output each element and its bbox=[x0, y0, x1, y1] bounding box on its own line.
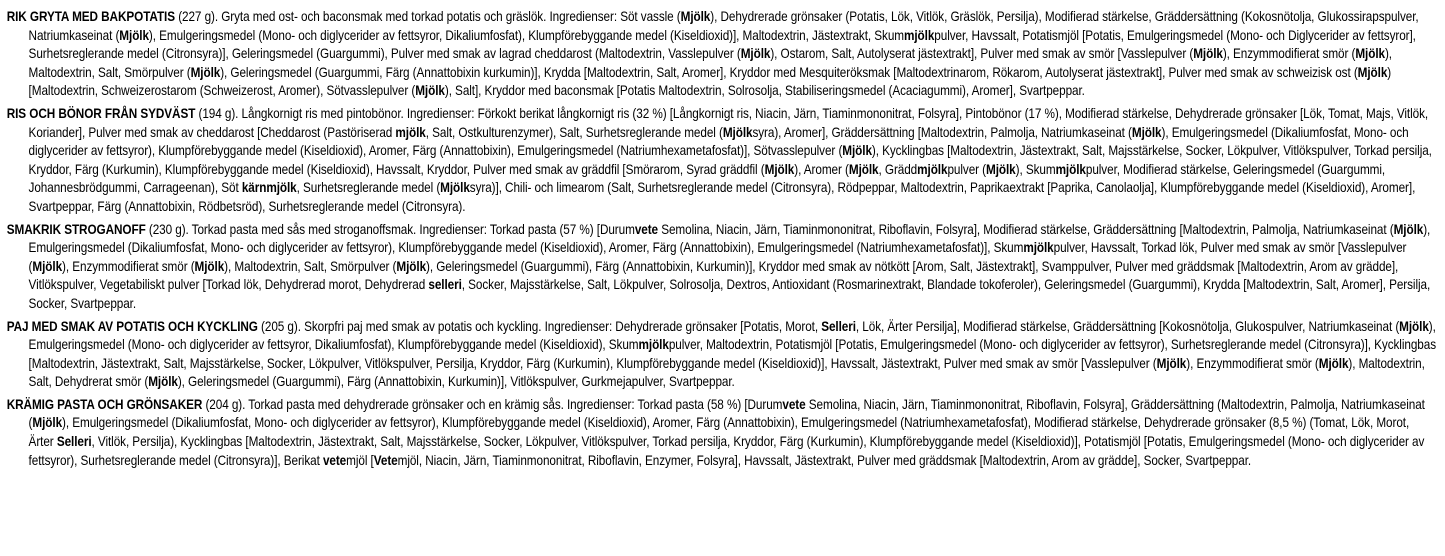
ingredient-text: ), Maltodextrin, Salt, Smörpulver ( bbox=[28, 45, 1392, 80]
ingredient-text: (227 g). Gryta med ost- och baconsmak med torkad potatis och gräslök. Ingredienser: Söt vassle ( bbox=[175, 8, 681, 24]
bold-allergen-text: Mjölk bbox=[1393, 220, 1424, 237]
ingredient-text: , Vitlök, Persilja), Kycklingbas [Maltodextrin, Jästextrakt, Salt, Majsstärkelse, Socker, Lökpulver, Vitlökspulver, Torkad persilja, Kryddor, Färg (Kurkumin), Klumpförebyggande medel (Kiseldioxid)], Potatismjöl [Potatis, Emulgeringsmedel (Mono- och diglycerider av fettsyror), Surhetsreglerande medel (Citronsyra)], Berikat bbox=[28, 433, 1425, 468]
bold-allergen-text: mjölk bbox=[903, 26, 935, 43]
ingredient-text: ), Ostarom, Salt, Autolyserat jästextrakt], Pulver med smak av smör [Vasslepulver ( bbox=[770, 45, 1194, 62]
bold-allergen-text: Mjölk bbox=[740, 45, 771, 62]
bold-allergen-text: Mjölk bbox=[396, 257, 427, 274]
bold-allergen-text: Mjölk bbox=[32, 414, 63, 431]
ingredient-text: Semolina, Niacin, Järn, Tiaminmononitrat, Riboflavin, Folsyra], Modifierad stärkelse, Gräddersättning [Maltodextrin, Palmolja, Natriumkaseinat ( bbox=[658, 220, 1394, 237]
ingredient-text: mjöl [ bbox=[346, 451, 374, 468]
bold-allergen-text: RIS OCH BÖNOR FRÅN SYDVÄST bbox=[6, 104, 196, 121]
bold-allergen-text: Mjölk bbox=[680, 8, 711, 24]
bold-allergen-text: kärnmjölk bbox=[241, 179, 297, 196]
ingredient-paragraph-rik-gryta-med-bakpotatis bbox=[7, 7, 1437, 100]
ingredient-text: (205 g). Skorpfri paj med smak av potatis och kyckling. Ingredienser: Dehydrerade grönsaker [Potatis, Morot, bbox=[257, 317, 822, 334]
ingredient-text: , Grädd bbox=[878, 160, 918, 177]
ingredient-text: ), Emulgeringsmedel (Dikaliumfosfat, Mono- och diglycerider av fettsyror), Klumpförebyggande medel (Kiseldioxid), Aromer, Färg (Annattobixin), Emulgeringsmedel (Natriumhexametafosfat)], Skum bbox=[28, 220, 1431, 256]
bold-allergen-text: KRÄMIG PASTA OCH GRÖNSAKER bbox=[6, 395, 203, 412]
bold-allergen-text: mjölk bbox=[395, 123, 426, 140]
bold-allergen-text: Mjölk bbox=[119, 26, 149, 43]
ingredient-text: pulver ( bbox=[947, 160, 987, 177]
ingredient-text: ), Emulgeringsmedel (Dikaliumfosfat, Mono- och diglycerider av fettsyror), Klumpförebyggande medel (Kiseldioxid), Aromer, Färg (Annattobixin), Emulgeringsmedel (Natriumhexametafosfat)], Sötvasslepulver ( bbox=[28, 123, 1409, 159]
ingredient-text: ), Enzymmodifierat smör ( bbox=[1222, 45, 1356, 62]
bold-allergen-text: mjölk bbox=[1055, 160, 1086, 177]
ingredient-text: (194 g). Långkornigt ris med pintobönor. Ingredienser: Förkokt berikat långkornigt ris (32 %) [Långkornigt ris, Niacin, Järn, Tiaminmononitrat, Folsyra], Pintobönor (17 %), Modifierad stärkelse, Dehydrerade grönsaker [Lök, Tomat, Majs, Vitlök, Koriander], Pulver med smak av cheddarost [Cheddarost (Pastöriserad bbox=[28, 104, 1429, 140]
bold-allergen-text: vete bbox=[634, 220, 659, 237]
ingredient-text: ), Geleringsmedel (Guargummi), Färg (Annattobixin, Kurkumin)], Kryddor med smak av nötkött [Arom, Salt, Jästextrakt], Svamppulver, Pulver med gräddsmak [Maltodextrin, Arom av grädde], Vitlökspulver, Vegetabiliskt pulver [Torkad lök, Dehydrerad morot, Dehydrerad bbox=[28, 257, 1399, 293]
ingredient-text: , Lök, Ärter Persilja], Modifierad stärkelse, Gräddersättning [Kokosnötolja, Glukospulver, Natriumkaseinat ( bbox=[855, 317, 1400, 334]
ingredient-text: ), Enzymmodifierat smör ( bbox=[62, 257, 195, 274]
bold-allergen-text: vete bbox=[782, 395, 806, 412]
ingredient-text: ) [Maltodextrin, Schweizerostarom (Schweizerost, Aromer), Sötvasslepulver ( bbox=[28, 63, 1392, 99]
bold-allergen-text: Mjölk bbox=[842, 142, 872, 159]
ingredient-text: (204 g). Torkad pasta med dehydrerade grönsaker och en krämig sås. Ingredienser: Torkad pasta (58 %) [Durum bbox=[202, 395, 783, 412]
ingredient-paragraph-paj-med-smak-av-potatis-och-kyckling bbox=[7, 317, 1437, 391]
ingredient-text: pulver, Havssalt, Potatismjöl [Potatis, Emulgeringsmedel (Mono- och Diglycerider av fettsyror], Surhetsreglerande medel (Citronsyra)], Geleringsmedel (Guargummi), Pulver med smak av lagrad cheddarost (Maltodextrin, Vasslepulver ( bbox=[28, 26, 1416, 62]
ingredient-text: , Surhetsreglerande medel ( bbox=[296, 179, 441, 196]
bold-allergen-text: Mjölk bbox=[194, 257, 225, 274]
bold-allergen-text: Mjölk bbox=[986, 160, 1016, 177]
ingredient-text: , Salt, Ostkulturenzymer), Salt, Surhetsreglerande medel ( bbox=[425, 123, 723, 140]
ingredient-text: pulver, Maltodextrin, Potatismjöl [Potatis, Emulgeringsmedel (Mono- och diglycerider av fettsyror), Surhetsreglerande medel (Citronsyra)], Kycklingbas [Maltodextrin, Jästextrakt, Salt, Majsstärkelse, Socker, Lökpulver, Vitlökspulver, Persilja, Kryddor, Färg (Kurkumin), Klumpförebyggande medel (Kiseldioxid)], Havssalt, Jästextrakt, Pulver med smak av smör [Vasslepulver ( bbox=[28, 336, 1436, 371]
bold-allergen-text: Mjölk bbox=[1193, 45, 1223, 62]
bold-allergen-text: Vete bbox=[373, 451, 398, 468]
ingredient-paragraph-kramig-pasta-och-gronsaker bbox=[7, 395, 1437, 469]
bold-allergen-text: Mjölk bbox=[415, 82, 445, 99]
bold-allergen-text: Mjölk bbox=[848, 160, 879, 177]
bold-allergen-text: Mjölk bbox=[1399, 317, 1429, 334]
bold-allergen-text: Mjölk bbox=[722, 123, 753, 140]
bold-allergen-text: PAJ MED SMAK AV POTATIS OCH KYCKLING bbox=[6, 317, 258, 334]
bold-allergen-text: Mjölk bbox=[148, 373, 178, 390]
ingredient-text: ), Maltodextrin, Salt, Smörpulver ( bbox=[224, 257, 397, 274]
ingredient-text: mjöl, Niacin, Järn, Tiaminmononitrat, Riboflavin, Enzymer, Folsyra], Havssalt, Jästextrakt, Pulver med gräddsmak [Maltodextrin, Arom av grädde], Socker, Svartpeppar. bbox=[397, 451, 1252, 468]
bold-allergen-text: selleri bbox=[428, 276, 462, 293]
ingredient-text: syra), Aromer], Gräddersättning [Maltodextrin, Palmolja, Natriumkaseinat ( bbox=[752, 123, 1132, 140]
bold-allergen-text: SMAKRIK STROGANOFF bbox=[6, 220, 146, 237]
ingredient-text: pulver, Havssalt, Torkad lök, Pulver med smak av smör [Vasslepulver ( bbox=[28, 239, 1407, 274]
ingredient-text: pulver, Modifierad stärkelse, Geleringsmedel (Guargummi, Johannesbrödgummi, Carrageenan), Söt bbox=[28, 160, 1386, 196]
bold-allergen-text: Mjölk bbox=[32, 257, 63, 274]
bold-allergen-text: mjölk bbox=[917, 160, 948, 177]
ingredient-text: Semolina, Niacin, Järn, Tiaminmononitrat, Riboflavin, Folsyra], Gräddersättning (Maltodextrin, Palmolja, Natriumkaseinat ( bbox=[28, 395, 1425, 431]
bold-allergen-text: Mjölk bbox=[764, 160, 795, 177]
ingredient-text: ), Emulgeringsmedel (Mono- och diglycerider av fettsyror, Dikaliumfosfat), Klumpförebyggande medel (Kiseldioxid)], Maltodextrin, Jästextrakt, Skum bbox=[148, 26, 904, 43]
ingredient-paragraph-ris-och-bonor-fran-sydvast bbox=[7, 104, 1437, 216]
ingredient-text: ), Geleringsmedel (Guargummi), Färg (Annattobixin, Kurkumin)], Vitlökspulver, Gurkmejapulver, Svartpeppar. bbox=[177, 373, 735, 390]
ingredient-text: syra)], Chili- och limearom (Salt, Surhetsreglerande medel (Citronsyra), Rödpeppar, Maltodextrin, Paprikaextrakt [Paprika, Canolaolja], Klumpförebyggande medel (Kiseldioxid), Aromer], Svartpeppar, Färg (Annattobixin, Rödbetsröd), Surhetsreglerande medel (Citronsyra). bbox=[28, 179, 1416, 214]
ingredient-text: ), Kycklingbas [Maltodextrin, Jästextrakt, Salt, Majsstärkelse, Socker, Lökpulver, Vitlökspulver, Torkad persilja, Kryddor, Färg (Kurkumin), Klumpförebyggande medel (Kiseldioxid), Havssalt, Kryddor, Pulver med smak av gräddfil [Smörarom, Syrad gräddfil ( bbox=[28, 142, 1432, 177]
ingredient-text: ), Skum bbox=[1015, 160, 1056, 177]
ingredient-text: ), Salt], Kryddor med baconsmak [Potatis Maltodextrin, Solrosolja, Stabiliseringsmedel (Acaciagummi), Aromer], Svartpeppar. bbox=[444, 82, 1085, 99]
bold-allergen-text: Mjölk bbox=[1355, 45, 1385, 62]
ingredient-paragraph-smakrik-stroganoff bbox=[7, 220, 1437, 313]
bold-allergen-text: mjölk bbox=[638, 336, 669, 353]
ingredient-text: ), Dehydrerade grönsaker (Potatis, Lök, Vitlök, Gräslök, Persilja), Modifierad stärkelse, Gräddersättning (Kokosnötolja, Glukossirapspulver, Natriumkaseinat ( bbox=[28, 8, 1419, 43]
bold-allergen-text: Mjölk bbox=[1318, 354, 1349, 371]
ingredient-text: ), Emulgeringsmedel (Mono- och diglycerider av fettsyror, Dikaliumfosfat), Klumpförebyggande medel (Kiseldioxid), Skum bbox=[28, 317, 1436, 353]
ingredient-text: ), Maltodextrin, Salt, Dehydrerat smör ( bbox=[28, 354, 1425, 390]
ingredient-text: ), Enzymmodifierat smör ( bbox=[1186, 354, 1319, 371]
bold-allergen-text: Selleri bbox=[821, 317, 856, 334]
bold-allergen-text: vete bbox=[322, 451, 347, 468]
ingredient-text: ), Aromer ( bbox=[794, 160, 849, 177]
bold-allergen-text: Selleri bbox=[56, 433, 92, 450]
bold-allergen-text: Mjölk bbox=[190, 63, 221, 80]
bold-allergen-text: mjölk bbox=[1023, 239, 1054, 256]
bold-allergen-text: Mjölk bbox=[1357, 63, 1388, 80]
bold-allergen-text: Mjölk bbox=[440, 179, 470, 196]
ingredient-text: ), Emulgeringsmedel (Dikaliumfosfat, Mono- och diglycerider av fettsyror), Klumpförebyggande medel (Kiseldioxid), Aromer, Färg (Annattobixin), Emulgeringsmedel (Natriumhexametafosfat), Modifierad stärkelse, Dehydrerade grönsaker (8,5 %) (Tomat, Lök, Morot, Ärter bbox=[28, 414, 1410, 450]
ingredient-text: , Socker, Majsstärkelse, Salt, Lökpulver, Solrosolja, Dextros, Antioxidant (Rosmarinextrakt, Blandade tokoferoler), Geleringsmedel (Guargummi), Krydda [Maltodextrin, Salt, Aromer], Persilja, Socker, Svartpeppar. bbox=[28, 276, 1431, 311]
ingredient-text: (230 g). Torkad pasta med sås med stroganoffsmak. Ingredienser: Torkad pasta (57 %) [Durum bbox=[145, 220, 635, 237]
ingredient-text: ), Geleringsmedel (Guargummi, Färg (Annattobixin kurkumin)], Krydda [Maltodextrin, Salt, Aromer], Kryddor med Mesquiteröksmak [Maltodextrinarom, Rökarom, Autolyserat jästextrakt], Pulver med smak av schweizisk ost ( bbox=[220, 63, 1358, 80]
bold-allergen-text: RIK GRYTA MED BAKPOTATIS bbox=[6, 8, 176, 24]
bold-allergen-text: Mjölk bbox=[1131, 123, 1162, 140]
bold-allergen-text: Mjölk bbox=[1156, 354, 1187, 371]
